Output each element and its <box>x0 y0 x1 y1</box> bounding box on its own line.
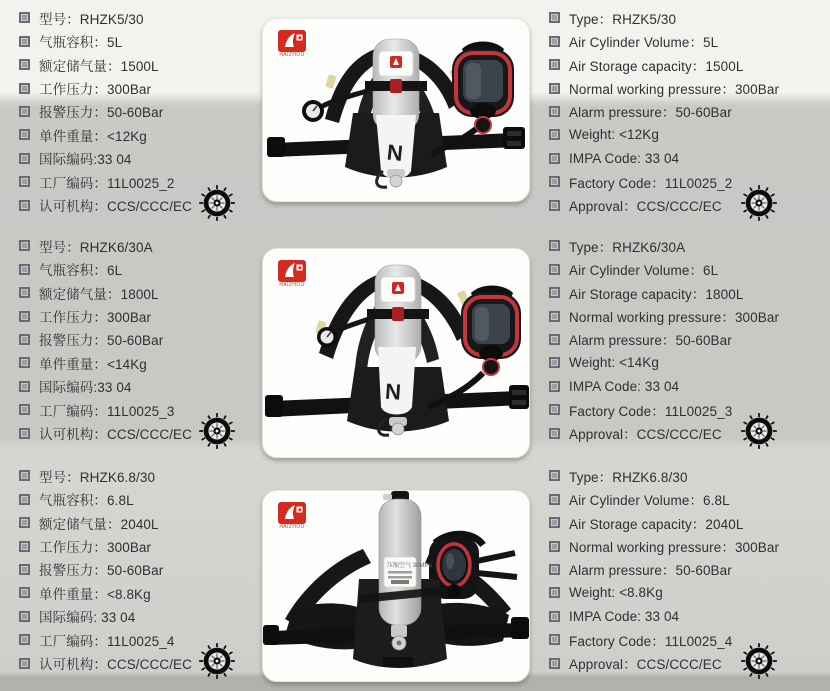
product-card <box>262 490 530 682</box>
svg-text:N: N <box>385 139 405 166</box>
spec-line <box>19 6 251 29</box>
square-bullet-icon <box>19 611 30 622</box>
spec-text: Approval：CCS/CCC/EC <box>569 199 722 215</box>
spec-line <box>549 100 823 123</box>
spec-text: Factory Code：11L0025_2 <box>569 175 733 191</box>
square-bullet-icon <box>19 129 30 140</box>
spec-text: 认可机构：CCS/CCC/EC <box>39 427 193 443</box>
helm-wheel-icon <box>198 642 236 680</box>
spec-line <box>19 487 251 510</box>
square-bullet-icon <box>549 240 560 251</box>
spec-text: 工厂编码：11L0025_4 <box>39 633 175 649</box>
spec-line <box>549 628 823 651</box>
spec-line <box>19 581 251 604</box>
spec-line <box>549 6 823 29</box>
square-bullet-icon <box>549 658 560 669</box>
square-bullet-icon <box>19 240 30 251</box>
square-bullet-icon <box>549 587 560 598</box>
spec-text: Air Cylinder Volume：6L <box>569 263 719 279</box>
product-card <box>262 18 530 202</box>
product-row <box>0 228 830 458</box>
square-bullet-icon <box>19 106 30 117</box>
spec-line <box>19 123 251 146</box>
square-bullet-icon <box>19 200 30 211</box>
spec-text: Alarm pressure：50-60Bar <box>569 105 732 121</box>
spec-list-en <box>549 6 823 217</box>
spec-text: IMPA Code: 33 04 <box>569 378 680 394</box>
spec-text: 气瓶容积：6.8L <box>39 493 134 509</box>
red-sail-logo-icon <box>278 502 306 524</box>
square-bullet-icon <box>549 129 560 140</box>
spec-text: 工厂编码：11L0025_2 <box>39 175 175 191</box>
spec-text: Normal working pressure：300Bar <box>569 540 780 556</box>
spec-text: IMPA Code: 33 04 <box>569 608 680 624</box>
spec-line <box>19 375 251 398</box>
square-bullet-icon <box>549 381 560 392</box>
square-bullet-icon <box>19 541 30 552</box>
spec-list-en <box>549 234 823 445</box>
square-bullet-icon <box>549 541 560 552</box>
spec-text: Air Cylinder Volume：6.8L <box>569 493 730 509</box>
square-bullet-icon <box>19 517 30 528</box>
spec-line <box>549 53 823 76</box>
brand-logo <box>275 260 309 288</box>
square-bullet-icon <box>549 12 560 23</box>
square-bullet-icon <box>549 494 560 505</box>
spec-text: Alarm pressure：50-60Bar <box>569 333 732 349</box>
spec-line <box>19 257 251 280</box>
spec-text: 型号：RHZK5/30 <box>39 11 144 27</box>
spec-line <box>549 76 823 99</box>
spec-line <box>549 511 823 534</box>
product-row <box>0 458 830 691</box>
spec-line <box>549 398 823 421</box>
square-bullet-icon <box>19 587 30 598</box>
spec-text: IMPA Code: 33 04 <box>569 150 680 166</box>
product-card <box>262 248 530 458</box>
brand-logo <box>275 502 309 530</box>
square-bullet-icon <box>549 200 560 211</box>
spec-text: 单件重量：<14Kg <box>39 356 147 372</box>
svg-text:压缩空气 30MPa: 压缩空气 30MPa <box>387 563 432 569</box>
square-bullet-icon <box>19 634 30 645</box>
spec-text: 单件重量：<12Kg <box>39 128 147 144</box>
spec-line <box>549 29 823 52</box>
square-bullet-icon <box>549 470 560 481</box>
spec-line <box>549 581 823 604</box>
spec-line <box>549 170 823 193</box>
spec-text: 工作压力：300Bar <box>39 540 152 556</box>
square-bullet-icon <box>549 357 560 368</box>
helm-wheel-icon <box>198 184 236 222</box>
red-sail-logo-icon <box>278 260 306 282</box>
spec-line <box>549 422 823 445</box>
spec-text: Air Storage capacity：2040L <box>569 516 744 532</box>
square-bullet-icon <box>19 564 30 575</box>
spec-text: Factory Code：11L0025_3 <box>569 403 733 419</box>
spec-text: 单件重量：<8.8Kg <box>39 586 151 602</box>
spec-text: 额定储气量：2040L <box>39 516 159 532</box>
spec-text: Normal working pressure：300Bar <box>569 310 780 326</box>
square-bullet-icon <box>549 634 560 645</box>
spec-line <box>549 257 823 280</box>
svg-text:N: N <box>384 378 402 405</box>
brand-logo-text: HAIZHOU <box>279 524 305 530</box>
spec-text: Normal working pressure：300Bar <box>569 82 780 98</box>
red-sail-logo-icon <box>278 30 306 52</box>
square-bullet-icon <box>19 381 30 392</box>
spec-line <box>549 304 823 327</box>
spec-text: Air Storage capacity：1500L <box>569 58 744 74</box>
square-bullet-icon <box>19 264 30 275</box>
spec-line <box>19 464 251 487</box>
spec-line <box>19 605 251 628</box>
spec-text: 气瓶容积：6L <box>39 263 123 279</box>
spec-text: 额定储气量：1800L <box>39 286 159 302</box>
square-bullet-icon <box>549 428 560 439</box>
spec-line <box>549 534 823 557</box>
spec-line <box>549 558 823 581</box>
square-bullet-icon <box>19 494 30 505</box>
square-bullet-icon <box>549 106 560 117</box>
square-bullet-icon <box>549 59 560 70</box>
spec-text: 工作压力：300Bar <box>39 82 152 98</box>
square-bullet-icon <box>19 334 30 345</box>
spec-line <box>19 53 251 76</box>
square-bullet-icon <box>549 36 560 47</box>
square-bullet-icon <box>549 564 560 575</box>
spec-text: 国际编码:33 04 <box>39 380 132 396</box>
spec-line <box>19 76 251 99</box>
square-bullet-icon <box>19 176 30 187</box>
spec-text: 国际编码:33 04 <box>39 152 132 168</box>
spec-line <box>549 375 823 398</box>
spec-text: 工作压力：300Bar <box>39 310 152 326</box>
square-bullet-icon <box>549 83 560 94</box>
spec-text: 型号：RHZK6/30A <box>39 239 153 255</box>
spec-text: 型号：RHZK6.8/30 <box>39 469 156 485</box>
spec-line <box>19 558 251 581</box>
spec-line <box>19 511 251 534</box>
square-bullet-icon <box>19 311 30 322</box>
spec-line <box>19 304 251 327</box>
spec-text: 认可机构：CCS/CCC/EC <box>39 199 193 215</box>
square-bullet-icon <box>549 287 560 298</box>
spec-line <box>19 351 251 374</box>
square-bullet-icon <box>549 404 560 415</box>
square-bullet-icon <box>19 404 30 415</box>
spec-text: Air Cylinder Volume：5L <box>569 35 719 51</box>
spec-text: Weight: <8.8Kg <box>569 585 663 601</box>
brand-logo <box>275 30 309 58</box>
spec-line <box>549 652 823 675</box>
spec-text: 报警压力：50-60Bar <box>39 563 164 579</box>
spec-line <box>19 234 251 257</box>
square-bullet-icon <box>549 176 560 187</box>
spec-text: Air Storage capacity：1800L <box>569 286 744 302</box>
square-bullet-icon <box>19 12 30 23</box>
spec-text: Approval：CCS/CCC/EC <box>569 657 722 673</box>
product-row <box>0 0 830 228</box>
spec-text: Weight: <12Kg <box>569 127 659 143</box>
spec-line <box>549 464 823 487</box>
spec-text: 报警压力：50-60Bar <box>39 333 164 349</box>
spec-text: Weight: <14Kg <box>569 355 659 371</box>
square-bullet-icon <box>19 470 30 481</box>
spec-line <box>549 194 823 217</box>
spec-line <box>549 147 823 170</box>
spec-text: 工厂编码：11L0025_3 <box>39 403 175 419</box>
square-bullet-icon <box>549 264 560 275</box>
spec-text: Factory Code：11L0025_4 <box>569 633 733 649</box>
spec-line <box>19 534 251 557</box>
spec-text: 额定储气量：1500L <box>39 58 159 74</box>
square-bullet-icon <box>19 83 30 94</box>
spec-line <box>549 281 823 304</box>
square-bullet-icon <box>19 357 30 368</box>
spec-text: Type：RHZK5/30 <box>569 11 677 27</box>
helm-wheel-icon <box>198 412 236 450</box>
spec-line <box>19 281 251 304</box>
spec-text: Approval：CCS/CCC/EC <box>569 427 722 443</box>
square-bullet-icon <box>19 287 30 298</box>
spec-line <box>549 487 823 510</box>
spec-line <box>549 605 823 628</box>
square-bullet-icon <box>19 153 30 164</box>
spec-text: Type：RHZK6.8/30 <box>569 469 688 485</box>
spec-text: 认可机构：CCS/CCC/EC <box>39 657 193 673</box>
spec-line <box>19 147 251 170</box>
square-bullet-icon <box>19 59 30 70</box>
square-bullet-icon <box>549 311 560 322</box>
spec-text: 气瓶容积：5L <box>39 35 123 51</box>
spec-text: Type：RHZK6/30A <box>569 239 686 255</box>
spec-text: 报警压力：50-60Bar <box>39 105 164 121</box>
spec-line <box>549 351 823 374</box>
brand-logo-text: HAIZHOU <box>279 52 305 58</box>
spec-line <box>19 29 251 52</box>
spec-line <box>549 123 823 146</box>
spec-text: 国际编码: 33 04 <box>39 610 136 626</box>
square-bullet-icon <box>549 611 560 622</box>
square-bullet-icon <box>19 36 30 47</box>
spec-text: Alarm pressure：50-60Bar <box>569 563 732 579</box>
square-bullet-icon <box>549 153 560 164</box>
spec-list-en <box>549 464 823 675</box>
square-bullet-icon <box>19 658 30 669</box>
brand-logo-text: HAIZHOU <box>279 282 305 288</box>
spec-line <box>549 328 823 351</box>
square-bullet-icon <box>19 428 30 439</box>
spec-line <box>549 234 823 257</box>
spec-line <box>19 328 251 351</box>
square-bullet-icon <box>549 517 560 528</box>
square-bullet-icon <box>549 334 560 345</box>
spec-line <box>19 100 251 123</box>
